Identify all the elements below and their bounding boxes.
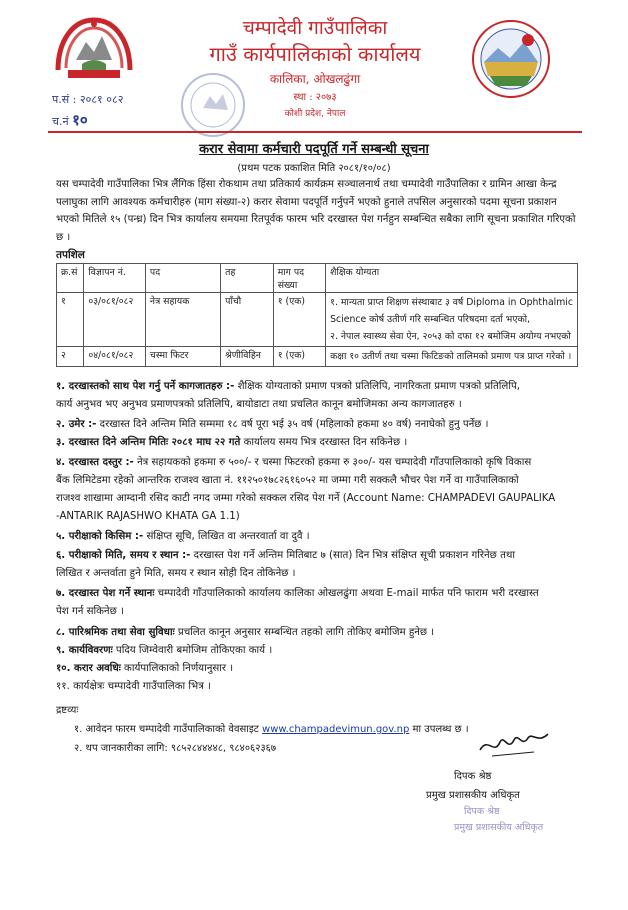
item-submission-place bbox=[56, 585, 580, 621]
office-stamp-icon bbox=[178, 70, 248, 140]
qualification-line: Science कोर्ष उतीर्ण गरि सम्बन्धित परिषदमा दर्ता भएको, bbox=[330, 314, 530, 325]
item-deadline bbox=[56, 434, 580, 452]
signatory-title: प्रमुख प्रशासकीय अधिकृत bbox=[426, 790, 520, 801]
item-exam-schedule bbox=[56, 547, 580, 583]
item-text: कार्यालय समय भित्र दरखास्त दिन सकिनेछ । bbox=[243, 437, 408, 448]
row-post: नेत्र सहायक bbox=[145, 293, 220, 347]
row-serial: २ bbox=[57, 347, 84, 367]
item-heading: ९. कार्यविवरणः bbox=[56, 645, 113, 656]
item-age bbox=[56, 416, 580, 434]
notes-heading: द्रष्टव्यः bbox=[56, 705, 79, 716]
item-text: पदिय जिम्वेवारी बमोजिम तोकिएका कार्य । bbox=[115, 645, 273, 656]
item-text: चम्पादेवी गाँउपालिकाको कार्यालय कालिका ओखलढुंगा अथवा E-mail मार्फत पनि फाराम भरी दरखास्त bbox=[157, 588, 539, 599]
col-qualification: शैक्षिक योग्यता bbox=[326, 264, 578, 293]
header-divider bbox=[48, 131, 582, 133]
row-level: पाँचौ bbox=[221, 293, 274, 347]
stamp-title: प्रमुख प्रशासकीय अधिकृत bbox=[454, 822, 544, 833]
qualification-line: कक्षा १० उतीर्ण तथा चस्मा फिटिङको तालिमको प्रमाण पत्र प्राप्त गरेको । bbox=[330, 351, 572, 362]
details-heading: तपशिल bbox=[56, 249, 85, 261]
item-text: शैक्षिक योग्यताको प्रमाण पत्रको प्रतिलिपि, नागरिकता प्रमाण पत्रको प्रतिलिपि, bbox=[237, 381, 520, 392]
item-text: पेश गर्न सकिनेछ । bbox=[56, 606, 124, 617]
note-text: १. आवेदन फारम चम्पादेवी गाउँपालिकाको वेवसाइट bbox=[74, 724, 259, 735]
item-text: लिखित र अन्तर्वाता हुने मिति, समय र स्थान सोही दिन तोकिनेछ । bbox=[56, 568, 296, 579]
col-post: पद bbox=[145, 264, 220, 293]
col-level: तह bbox=[221, 264, 274, 293]
municipality-name: चम्पादेवी गाउँपालिका bbox=[242, 17, 388, 39]
item-text: नेत्र सहायकको हकमा रु ५००/- र चस्मा फिटरको हकमा रु ३००/- यस चम्पादेवी गाँउपालिकाको कृषि विकास bbox=[137, 457, 532, 468]
item-heading: १०. करार अवधिः bbox=[56, 663, 121, 674]
item-text: प्रचलित कानून अनुसार सम्बन्धित तहको लागि तोकिए बमोजिम हुनेछ । bbox=[177, 627, 435, 638]
item-text: दरखास्त दिने अन्तिम मिति सम्ममा १८ वर्ष पूरा भई ३५ वर्ष (महिलाको हकमा ४० वर्ष) ननाघेको हुनु पर्नेछ । bbox=[99, 419, 489, 430]
nepal-emblem-icon bbox=[52, 12, 136, 82]
established-year: स्था : २०७३ bbox=[293, 92, 337, 103]
item-text: कार्यपालिकाको निर्णयानुसार । bbox=[124, 663, 234, 674]
notice-title: करार सेवामा कर्मचारी पदपूर्ति गर्ने सम्बन्धी सूचना bbox=[199, 142, 429, 157]
item-job-description bbox=[56, 642, 580, 660]
col-count: माग पद संख्या bbox=[273, 264, 325, 293]
row-adv-no: ०३/०८१/०८२ bbox=[84, 293, 146, 347]
item-heading: ८. पारिश्रमिक तथा सेवा सुविधाः bbox=[56, 627, 175, 638]
item-heading: २. उमेर :- bbox=[56, 419, 97, 430]
row-serial: १ bbox=[57, 293, 84, 347]
stamp-name: दिपक श्रेष्ठ bbox=[464, 806, 500, 817]
item-heading: ६. परीक्षाको मिति, समय र स्थान :- bbox=[56, 550, 191, 561]
row-qualification bbox=[326, 293, 578, 347]
col-adv-no: विज्ञापन नं. bbox=[84, 264, 146, 293]
row-adv-no: ०४/०८१/०८२ bbox=[84, 347, 146, 367]
table-header-row bbox=[57, 264, 578, 293]
row-qualification bbox=[326, 347, 578, 367]
table-row bbox=[57, 293, 578, 347]
dispatch-label: च.नं bbox=[52, 115, 69, 128]
intro-paragraph: यस चम्पादेवी गाउँपालिका भित्र लैंगिक हिंसा रोकथाम तथा प्रतिकार्य कार्यक्रम सञ्चालनार्थ तथा चम्पादेवी गाउँपालिका र ग्रामिन आखा केन्द्र पलाघुका लागि आवश्यक कर्मचारीहरु (माग संख्या-२) करार सेवामा पदपूर्ति गर्नुपर्ने भएको हुनाले तपसिल अनुसारको पदमा सूचना प्रकाशन भएको मितिले १५ (पन्ध्र) दिन भित्र कार्यालय समयमा रितपूर्वक फारम भरि दरखास्त पेश गर्नहुन सम्बन्धित सबैका लागि सूचना प्रकाशित गरिएको छ । bbox=[56, 179, 576, 243]
row-count: १ (एक) bbox=[273, 347, 325, 367]
item-heading: ५. परीक्षाको किसिम :- bbox=[56, 531, 144, 542]
row-post: चस्मा फिटर bbox=[145, 347, 220, 367]
item-heading: ७. दरखास्त पेश गर्ने स्थानः bbox=[56, 588, 155, 599]
item-text: संक्षिप्त सूचि, लिखित वा अन्तरवार्ता वा दुवै । bbox=[146, 531, 310, 542]
website-link[interactable]: www.champadevimun.gov.np bbox=[262, 724, 410, 735]
signature-icon bbox=[474, 726, 554, 760]
col-serial: क्र.सं bbox=[57, 264, 84, 293]
item-text: कार्य अनुभव भए अनुभव प्रमाणपत्रको प्रतिलिपि, बायोडाटा तथा प्रचलित कानून बमोजिमका अन्य कागजातहरु । bbox=[56, 399, 462, 410]
qualification-line: २. नेपाल स्वास्थ्य सेवा ऐन, २०५३ को दफा १२ बमोजिम अयोग्य नभएको bbox=[330, 331, 571, 342]
item-text: -ANTARIK RAJASHWO KHATA GA 1.1) bbox=[56, 511, 240, 522]
note-text: मा उपलब्ध छ । bbox=[412, 724, 469, 735]
item-heading: ३. दरखास्त दिने अन्तिम मितिः २०८१ माघ २२ गते bbox=[56, 437, 241, 448]
vacancy-table bbox=[56, 263, 578, 367]
qualification-line: १. मान्यता प्राप्त शिक्षण संस्थाबाट ३ वर्ष Diploma in Ophthalmic bbox=[330, 297, 573, 308]
office-name: गाउँ कार्यपालिकाको कार्यालय bbox=[209, 42, 421, 66]
item-exam-type bbox=[56, 528, 580, 546]
item-documents bbox=[56, 378, 580, 414]
dispatch-number bbox=[52, 110, 88, 130]
item-text: दरखास्त पेश गर्ने अन्तिम मितिबाट ७ (सात) दिन भित्र संक्षिप्त सूची प्रकाशन गरिनेछ तथा bbox=[193, 550, 516, 561]
signatory-name: दिपक श्रेष्ठ bbox=[454, 771, 492, 782]
item-work-area bbox=[56, 678, 580, 696]
item-contract-period bbox=[56, 660, 580, 678]
dispatch-value: १० bbox=[72, 111, 88, 129]
note-contact: २. थप जानकारीका लागि: ९८५२८४४४४८, ९८४०६२३६७ bbox=[74, 743, 277, 754]
row-count: १ (एक) bbox=[273, 293, 325, 347]
item-text: राजश्व शाखामा आम्दानी रसिद काटी नगद जम्मा गरेको सक्कल रसिद पेश गर्ने (Account Name: CHAMPADEVI GAUPALIKA bbox=[56, 493, 556, 504]
item-remuneration bbox=[56, 624, 580, 642]
item-heading: ४. दरखास्त दस्तुर :- bbox=[56, 457, 134, 468]
office-address: कालिका, ओखलढुंगा bbox=[269, 72, 361, 86]
item-heading: १. दरखास्तको साथ पेश गर्नु पर्ने कागजातहरु :- bbox=[56, 381, 235, 392]
reference-number: प.सं : २०८१ ०८२ bbox=[52, 93, 124, 106]
table-row bbox=[57, 347, 578, 367]
notice-subtitle: (प्रथम पटक प्रकाशित मिति २०८१/१०/०८) bbox=[237, 163, 391, 174]
municipality-logo-icon bbox=[470, 18, 552, 100]
item-fee bbox=[56, 454, 580, 526]
item-text: ११. कार्यक्षेत्रः चम्पादेवी गाउँपालिका भित्र । bbox=[56, 681, 211, 692]
note-website bbox=[74, 721, 469, 735]
province-name: कोशी प्रदेश, नेपाल bbox=[284, 109, 346, 119]
item-text: बैंक लिमिटेडमा रहेको आन्तरिक राजश्व खाता नं. ११२५०१७८२६१६०५२ मा जम्मा गरी सक्कलै भौचर पेश गर्ने वा गाउँपालिकाको bbox=[56, 475, 519, 486]
row-level: श्रेणीविहिन bbox=[221, 347, 274, 367]
